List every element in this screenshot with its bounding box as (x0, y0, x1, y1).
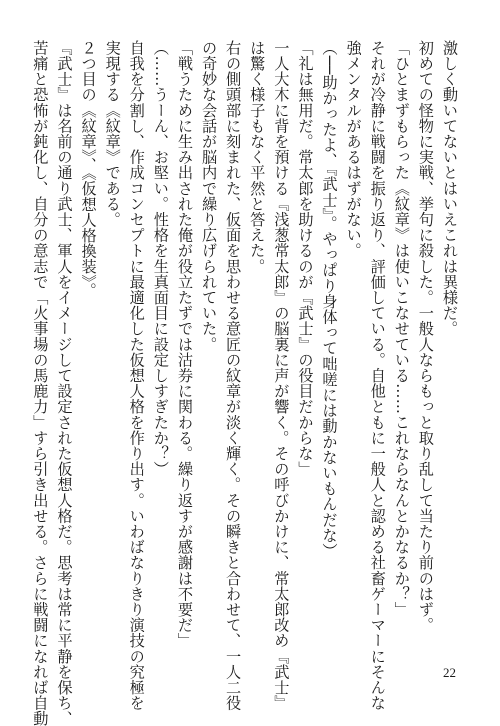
text-line: （──助かったよ、『武士』。やっぱり身体って咄嗟には動かないもんだな） (320, 40, 339, 559)
text-line: は驚く様子もなく平然と答えた。 (248, 40, 267, 274)
text-line: 強メンタルがあるはずがない。 (344, 40, 363, 259)
page-number: 22 (443, 665, 456, 680)
text-line: 苦痛と恐怖が鈍化し、自分の意志で「火事場の馬鹿力」すら引き出せる。さらに戦闘になれば自動 (31, 40, 50, 726)
text-line: それが冷静に戦闘を振り返り、評価している。自他ともに一般人と認める社畜ゲーマーにそんな (368, 40, 387, 711)
text-line: （……うーん、お堅い。性格を生真面目に設定しすぎたか？） (151, 40, 170, 477)
text-line: 実現する《紋章》である。 (103, 40, 122, 228)
text-line: 『武士』は名前の通り武士、軍人をイメージして設定された仮想人格だ。思考は常に平静を保ち、 (55, 40, 74, 726)
text-line: 「ひとまずもらった《紋章》は使いこなせている……これならなんとかなるか？」 (392, 40, 411, 618)
text-line: 「戦うために生み出された俺が役立たずでは沽券に関わる。繰り返すが感謝は不要だ」 (175, 40, 194, 649)
text-line: の奇妙な会話が脳内で繰り広げられていた。 (200, 40, 219, 352)
text-line: 初めての怪物に実戦、挙句に殺した。一般人ならもっと取り乱して当たり前のはず。 (416, 40, 435, 633)
text-line: 自我を分割し、作成コンセプトに最適化した仮想人格を作り出す。いわばなりきり演技の究極を (127, 40, 146, 711)
text-line: 右の側頭部に刻まれた、仮面を思わせる意匠の紋章が淡く輝く。その瞬きと合わせて、一人二役 (224, 40, 243, 711)
text-line: 一人大木に背を預ける『浅葱常太郎』の脳裏に声が響く。その呼びかけに、常太郎改め『武士』 (272, 40, 291, 711)
text-line: 激しく動いてないとはいえこれは異様だ。 (441, 40, 459, 337)
text-line: ２つ目の《紋章》、《仮想人格換装》。 (79, 40, 98, 298)
text-line: 「礼は無用だ。常太郎を助けるのが『武士』の役目だからな」 (296, 40, 315, 477)
